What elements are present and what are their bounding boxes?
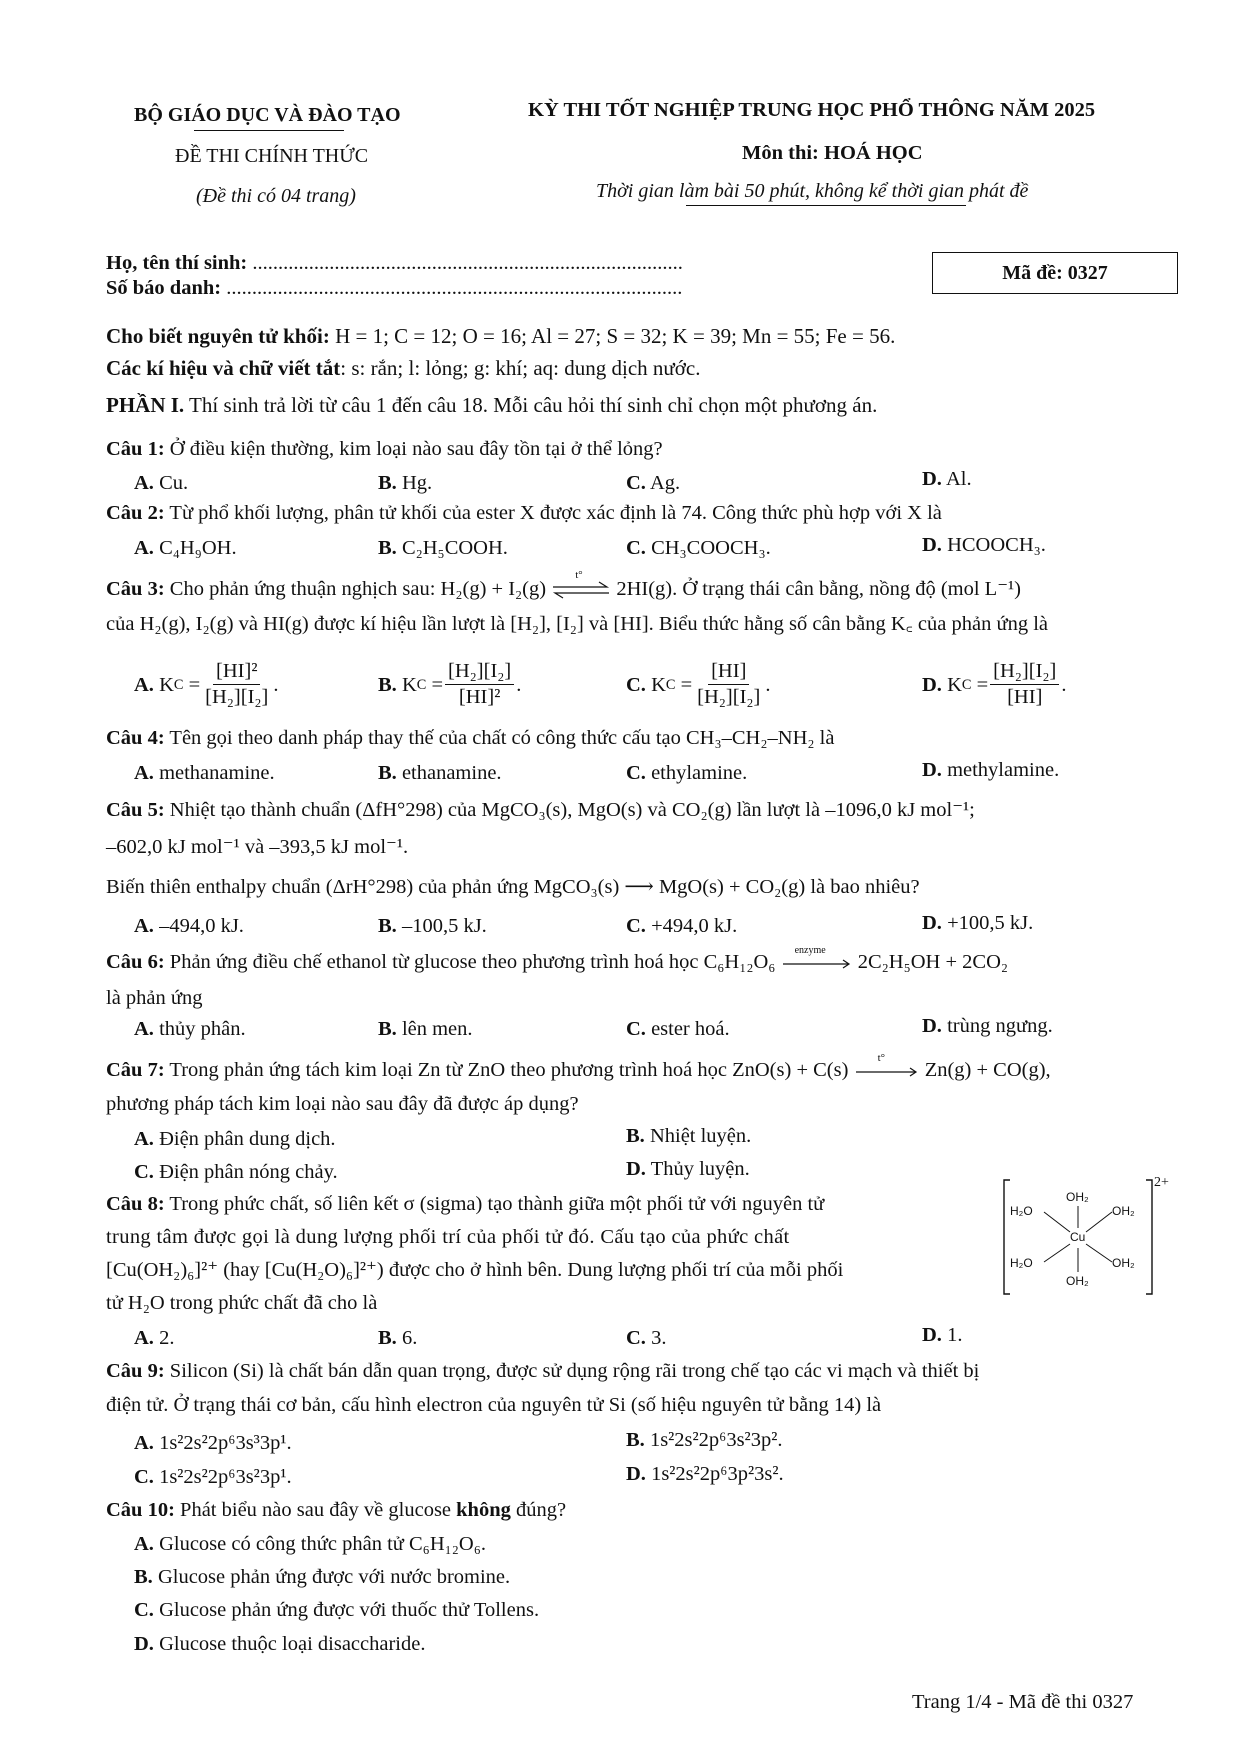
- option-text: Nhiệt luyện.: [649, 1125, 752, 1147]
- numerator: [HI]²: [213, 660, 260, 685]
- q3-option-d[interactable]: D. K C = $\frac{\text{[H₂][I₂]}}{[HI]}$ .: [922, 660, 1067, 708]
- option-text: Cu.: [159, 472, 189, 494]
- option-letter: B.: [626, 1125, 645, 1147]
- option-text: HCOOCH₃.: [947, 534, 1046, 556]
- option-text: 1s²2s²2p⁶3s²3p².: [649, 1429, 783, 1451]
- option-text: 1s²2s²2p⁶3s³3p¹.: [159, 1432, 292, 1454]
- option-letter: B.: [378, 762, 397, 784]
- q6-text-a: Phản ứng điều chế ethanol từ glucose theo phương trình hoá học C₆H₁₂O₆: [164, 951, 781, 973]
- q1-option-a[interactable]: [134, 470, 188, 497]
- candidate-id-dots[interactable]: .........................................................................................: [226, 277, 683, 299]
- q6-option-b[interactable]: [378, 1016, 473, 1043]
- q3-text-b: 2HI(g). Ở trạng thái cân bằng, nồng độ (mol L⁻¹): [611, 578, 1021, 600]
- option-text: 2.: [159, 1327, 175, 1349]
- option-text: +100,5 kJ.: [947, 912, 1034, 934]
- q10-option-d[interactable]: [134, 1631, 425, 1658]
- option-letter: B.: [378, 673, 397, 696]
- option-letter: C.: [626, 472, 646, 494]
- q3-stem-line1: [106, 569, 1021, 603]
- q5-stem-line3: Biến thiên enthalpy chuẩn (ΔrH°298) của phản ứng MgCO₃(s) ⟶ MgO(s) + CO₂(g) là bao nhiêu?: [106, 876, 920, 898]
- page-footer: Trang 1/4 - Mã đề thi 0327: [912, 1691, 1134, 1713]
- q5-option-b[interactable]: [378, 913, 487, 940]
- option-letter: D.: [922, 673, 942, 696]
- option-text: –100,5 kJ.: [401, 915, 487, 937]
- option-letter: A.: [134, 1128, 154, 1150]
- q7-stem-line2: phương pháp tách kim loại nào sau đây đã được áp dụng?: [106, 1093, 579, 1115]
- candidate-id-line: [106, 275, 682, 302]
- q8-stem-line3: [Cu(OH₂)₆]²⁺ (hay [Cu(H₂O)₆]²⁺) được cho ở hình bên. Dung lượng phối trí của mỗi phối: [106, 1259, 844, 1281]
- q9-option-b[interactable]: [626, 1427, 782, 1454]
- q3-text-a: Cho phản ứng thuận nghịch sau: H₂(g) + I₂(g): [164, 578, 552, 600]
- option-letter: A.: [134, 1533, 154, 1555]
- q6-option-c[interactable]: [626, 1016, 730, 1043]
- option-text: thủy phân.: [159, 1018, 246, 1040]
- option-text: ester hoá.: [651, 1018, 730, 1040]
- option-letter: A.: [134, 1432, 154, 1454]
- option-text: –494,0 kJ.: [159, 915, 244, 937]
- part1-instruction: [106, 392, 877, 419]
- option-text: 1.: [947, 1324, 963, 1346]
- masses-label: Cho biết nguyên tử khối:: [106, 324, 330, 348]
- option-letter: A.: [134, 915, 154, 937]
- arrow-label: t°: [877, 1052, 886, 1065]
- option-letter: C.: [626, 1327, 646, 1349]
- option-text: Điện phân nóng chảy.: [159, 1161, 338, 1183]
- option-letter: A.: [134, 673, 154, 696]
- pages-note: (Đề thi có 04 trang): [196, 185, 356, 207]
- time-note: Thời gian làm bài 50 phút, không kể thời gian phát đề: [596, 180, 1029, 202]
- option-text: Glucose phản ứng được với thuốc thử Tollens.: [159, 1599, 540, 1621]
- q9-option-d[interactable]: [626, 1461, 784, 1488]
- q4-option-d[interactable]: [922, 757, 1059, 784]
- option-letter: D.: [626, 1158, 646, 1180]
- q10-option-a[interactable]: [134, 1531, 486, 1558]
- ligand-upper-right: OH₂: [1112, 1204, 1135, 1218]
- q7-option-d[interactable]: [626, 1156, 750, 1183]
- option-text: C₂H₅COOH.: [401, 537, 508, 559]
- ligand-top: OH₂: [1066, 1190, 1089, 1204]
- fraction: [202, 660, 271, 709]
- subject-line: [742, 140, 923, 167]
- option-text: Ag.: [649, 472, 681, 494]
- denominator: [HI]²: [458, 685, 501, 708]
- abbr-text: : s: rắn; l: lỏng; g: khí; aq: dung dịch nước.: [340, 356, 701, 380]
- q7-option-c[interactable]: [134, 1159, 338, 1186]
- option-letter: B.: [378, 537, 397, 559]
- option-letter: C.: [626, 1018, 646, 1040]
- part1-label: PHẦN I.: [106, 393, 185, 417]
- q6-stem-line1: [106, 945, 1009, 976]
- option-text: lên men.: [401, 1018, 473, 1040]
- q10-stem: [106, 1497, 566, 1524]
- option-text: Glucose có công thức phân tử C₆H₁₂O₆.: [159, 1533, 486, 1555]
- q2-option-b[interactable]: [378, 535, 508, 562]
- q3-option-c[interactable]: C. K C = $\frac{[HI]}{\text{[H₂][I₂]}}$ .: [626, 660, 771, 708]
- denominator: [HI]: [1007, 685, 1043, 708]
- option-text: Glucose phản ứng được với nước bromine.: [157, 1566, 511, 1588]
- q10-option-c[interactable]: [134, 1597, 539, 1624]
- option-letter: D.: [134, 1633, 154, 1655]
- numerator: [HI]: [708, 660, 749, 685]
- fraction: [445, 660, 514, 709]
- q10-option-b[interactable]: [134, 1564, 510, 1591]
- ministry-name: BỘ GIÁO DỤC VÀ ĐÀO TẠO: [134, 104, 401, 126]
- option-letter: C.: [134, 1466, 154, 1488]
- q7-text-a: Trong phản ứng tách kim loại Zn từ ZnO theo phương trình hoá học ZnO(s) + C(s): [164, 1059, 854, 1081]
- option-text: Al.: [945, 468, 972, 490]
- candidate-name-label: Họ, tên thí sinh:: [106, 252, 248, 274]
- q7-option-a[interactable]: [134, 1126, 336, 1153]
- candidate-name-line: [106, 250, 683, 277]
- option-letter: B.: [134, 1566, 153, 1588]
- ligand-upper-left: H₂O: [1010, 1204, 1033, 1218]
- q2-stem: [106, 500, 942, 527]
- option-letter: D.: [626, 1463, 646, 1485]
- q3-option-b[interactable]: B. K C = $\frac{\text{[H₂][I₂]}}{\text{[HI]²}}$ .: [378, 660, 522, 708]
- option-letter: C.: [134, 1599, 154, 1621]
- q9-stem-line2: điện tử. Ở trạng thái cơ bản, cấu hình electron của nguyên tử Si (số hiệu nguyên tử bằng 14) là: [106, 1394, 882, 1416]
- q2-text: Từ phổ khối lượng, phân tử khối của ester X được xác định là 74. Công thức phù hợp với X là: [164, 502, 942, 524]
- option-letter: B.: [378, 472, 397, 494]
- q2-option-a[interactable]: [134, 535, 237, 562]
- q8-label: Câu 8:: [106, 1193, 165, 1215]
- q7-label: Câu 7:: [106, 1059, 165, 1081]
- q1-option-d[interactable]: [922, 466, 972, 493]
- option-letter: B.: [626, 1429, 645, 1451]
- kc-subscript: C: [173, 676, 184, 693]
- q1-label: Câu 1:: [106, 438, 165, 460]
- time-underline: [686, 205, 966, 206]
- option-text: ethanamine.: [401, 762, 502, 784]
- q8-option-a[interactable]: [134, 1325, 174, 1352]
- q8-stem-line4: tử H₂O trong phức chất đã cho là: [106, 1292, 378, 1314]
- option-letter: D.: [922, 468, 942, 490]
- reaction-arrow-icon: [781, 945, 853, 973]
- q10-text-b: đúng?: [510, 1499, 567, 1521]
- kc-subscript: C: [665, 676, 676, 693]
- option-text: CH₃COOCH₃.: [651, 537, 771, 559]
- q8-stem-line2: trung tâm được gọi là dung lượng phối trí của phối tử đó. Cấu tạo của phức chất: [106, 1226, 790, 1248]
- q4-stem: [106, 725, 834, 752]
- option-letter: A.: [134, 762, 154, 784]
- option-letter: B.: [378, 915, 397, 937]
- q6-option-d[interactable]: [922, 1013, 1053, 1040]
- q1-text: Ở điều kiện thường, kim loại nào sau đây tồn tại ở thể lỏng?: [164, 438, 663, 460]
- kc-symbol: K: [159, 673, 174, 696]
- option-letter: A.: [134, 472, 154, 494]
- option-letter: D.: [922, 759, 942, 781]
- q3-label: Câu 3:: [106, 578, 165, 600]
- q2-option-d[interactable]: [922, 532, 1046, 559]
- option-letter: C.: [134, 1161, 154, 1183]
- q5-option-a[interactable]: [134, 913, 244, 940]
- q5-option-c[interactable]: [626, 913, 737, 940]
- equilibrium-arrow-icon: [551, 569, 611, 600]
- option-letter: C.: [626, 537, 646, 559]
- option-text: trùng ngưng.: [947, 1015, 1053, 1037]
- q8-option-b[interactable]: [378, 1325, 417, 1352]
- fraction: [694, 660, 763, 709]
- q5-option-d[interactable]: [922, 910, 1033, 937]
- denominator: [H₂][I₂]: [205, 685, 269, 708]
- kc-subscript: C: [961, 676, 972, 693]
- option-text: Điện phân dung dịch.: [159, 1128, 336, 1150]
- option-text: methanamine.: [159, 762, 275, 784]
- q1-option-b[interactable]: [378, 470, 432, 497]
- candidate-id-label: Số báo danh:: [106, 277, 222, 299]
- q3-option-a[interactable]: A. K C = $\frac{\text{[HI]²}}{\text{[H₂][I₂]}}$ .: [134, 660, 279, 708]
- kc-symbol: K: [651, 673, 666, 696]
- q4-text: Tên gọi theo danh pháp thay thế của chất có công thức cấu tạo CH₃–CH₂–NH₂ là: [164, 727, 835, 749]
- q4-option-a[interactable]: [134, 760, 275, 787]
- abbreviations: [106, 355, 700, 382]
- option-letter: A.: [134, 537, 154, 559]
- arrow-label: enzyme: [794, 945, 826, 957]
- q9-label: Câu 9:: [106, 1360, 165, 1382]
- kc-symbol: K: [401, 673, 417, 696]
- numerator: [H₂][I₂]: [445, 660, 514, 685]
- option-letter: C.: [626, 915, 646, 937]
- ministry-underline: [194, 130, 344, 131]
- option-letter: A.: [134, 1327, 154, 1349]
- option-text: +494,0 kJ.: [651, 915, 738, 937]
- option-text: Hg.: [401, 472, 433, 494]
- q7-text-b: Zn(g) + CO(g),: [919, 1059, 1051, 1081]
- candidate-name-dots[interactable]: ....................................................................................: [252, 252, 683, 274]
- q8-text: Trong phức chất, số liên kết σ (sigma) tạo thành giữa một phối tử với nguyên tử: [164, 1193, 825, 1215]
- kc-symbol: K: [947, 673, 962, 696]
- q1-option-c[interactable]: [626, 470, 680, 497]
- option-letter: D.: [922, 534, 942, 556]
- ligand-bottom: OH₂: [1066, 1274, 1089, 1288]
- q5-text: Nhiệt tạo thành chuẩn (ΔfH°298) của MgCO₃(s), MgO(s) và CO₂(g) lần lượt là –1096,0 kJ mol⁻¹;: [164, 799, 975, 821]
- q10-text-a: Phát biểu nào sau đây về glucose: [174, 1499, 457, 1521]
- q9-option-a[interactable]: [134, 1430, 292, 1457]
- option-letter: C.: [626, 673, 646, 696]
- denominator: [H₂][I₂]: [697, 685, 761, 708]
- q1-stem: [106, 436, 663, 463]
- reaction-arrow-icon: [854, 1052, 920, 1081]
- central-atom: Cu: [1070, 1230, 1086, 1244]
- option-letter: D.: [922, 912, 942, 934]
- q5-label: Câu 5:: [106, 799, 165, 821]
- q4-option-b[interactable]: [378, 760, 502, 787]
- q4-label: Câu 4:: [106, 727, 165, 749]
- option-letter: D.: [922, 1324, 942, 1346]
- q4-option-c[interactable]: [626, 760, 747, 787]
- arrow-label: t°: [575, 569, 583, 582]
- option-text: C₄H₉OH.: [159, 537, 237, 559]
- abbr-label: Các kí hiệu và chữ viết tắt: [106, 356, 341, 380]
- q9-text: Silicon (Si) là chất bán dẫn quan trọng, được sử dụng rộng rãi trong chế tạo các vi mạch và thiết bị: [164, 1360, 980, 1382]
- q5-stem-line1: [106, 797, 975, 824]
- q7-stem-line1: [106, 1052, 1051, 1084]
- copper-complex-structure: [1000, 1176, 1176, 1302]
- numerator: [H₂][I₂]: [990, 660, 1059, 685]
- q6-option-a[interactable]: [134, 1016, 246, 1043]
- option-letter: A.: [134, 1018, 154, 1040]
- option-text: 6.: [401, 1327, 418, 1349]
- kc-subscript: C: [416, 676, 427, 693]
- q2-label: Câu 2:: [106, 502, 165, 524]
- masses-values: H = 1; C = 12; O = 16; Al = 27; S = 32; K = 39; Mn = 55; Fe = 56.: [329, 324, 896, 348]
- ligand-lower-right: OH₂: [1112, 1256, 1135, 1270]
- q9-option-c[interactable]: [134, 1464, 292, 1491]
- exam-code-box: Mã đề: 0327: [932, 252, 1178, 294]
- q9-stem-line1: [106, 1358, 979, 1385]
- subject-name: HOÁ HỌC: [824, 142, 923, 164]
- atomic-masses: [106, 323, 895, 350]
- option-text: methylamine.: [947, 759, 1060, 781]
- option-letter: B.: [378, 1327, 397, 1349]
- subject-label: Môn thi:: [742, 142, 824, 164]
- q7-option-b[interactable]: [626, 1123, 751, 1150]
- option-text: ethylamine.: [651, 762, 748, 784]
- q6-text-b: 2C₂H₅OH + 2CO₂: [852, 951, 1009, 973]
- option-text: 1s²2s²2p⁶3s²3p¹.: [159, 1466, 292, 1488]
- q10-label: Câu 10:: [106, 1499, 175, 1521]
- q10-negation: không: [456, 1499, 511, 1521]
- option-text: 3.: [651, 1327, 667, 1349]
- option-letter: D.: [922, 1015, 942, 1037]
- official-label: ĐỀ THI CHÍNH THỨC: [175, 145, 369, 167]
- q5-stem-line2: –602,0 kJ mol⁻¹ và –393,5 kJ mol⁻¹.: [106, 836, 409, 858]
- option-text: Glucose thuộc loại disaccharide.: [159, 1633, 426, 1655]
- q8-option-d[interactable]: [922, 1322, 962, 1349]
- q3-stem-line2: của H₂(g), I₂(g) và HI(g) được kí hiệu lần lượt là [H₂], [I₂] và [HI]. Biểu thức hằng số cân bằng K꜀ của phản ứng là: [106, 613, 1048, 635]
- q2-option-c[interactable]: [626, 535, 771, 562]
- option-letter: C.: [626, 762, 646, 784]
- q6-stem-line2: là phản ứng: [106, 987, 203, 1009]
- option-text: Thủy luyện.: [650, 1158, 750, 1180]
- option-text: 1s²2s²2p⁶3p²3s².: [651, 1463, 784, 1485]
- option-letter: B.: [378, 1018, 397, 1040]
- complex-charge: 2+: [1154, 1175, 1169, 1190]
- exam-title: KỲ THI TỐT NGHIỆP TRUNG HỌC PHỔ THÔNG NĂM 2025: [528, 99, 1096, 121]
- q6-label: Câu 6:: [106, 951, 165, 973]
- fraction: [990, 660, 1059, 709]
- part1-text: Thí sinh trả lời từ câu 1 đến câu 18. Mỗi câu hỏi thí sinh chỉ chọn một phương án.: [184, 393, 878, 417]
- q8-stem-line1: [106, 1191, 824, 1218]
- ligand-lower-left: H₂O: [1010, 1256, 1033, 1270]
- q8-option-c[interactable]: [626, 1325, 666, 1352]
